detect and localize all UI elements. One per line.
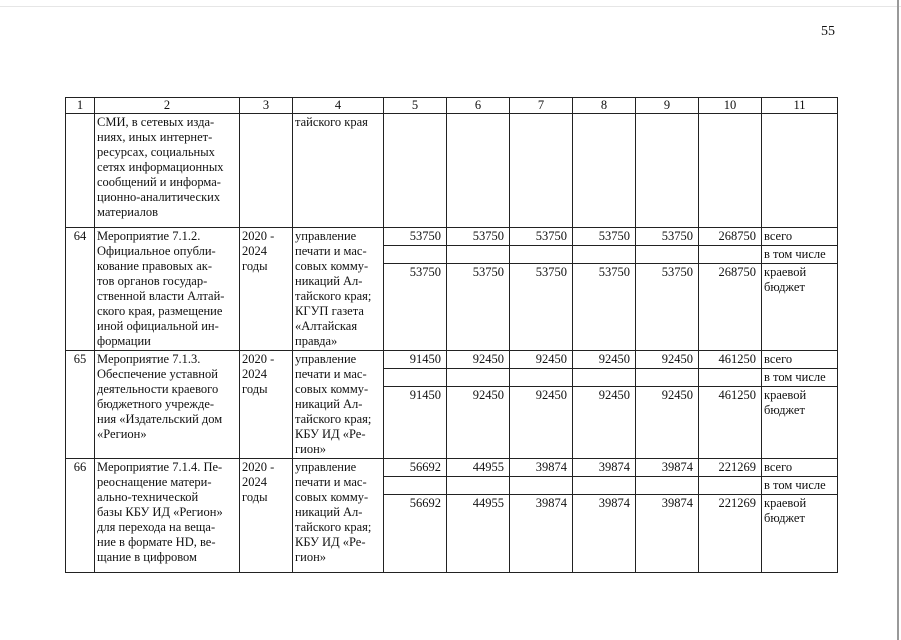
- value-cell: 268750: [699, 264, 762, 351]
- funding-label: всего: [762, 228, 838, 246]
- value-cell: 39874: [573, 459, 636, 477]
- budget-table: [65, 97, 838, 573]
- header-cell: 2: [95, 98, 240, 114]
- value-cell: 92450: [573, 387, 636, 459]
- header-cell: 5: [384, 98, 447, 114]
- value-cell: 39874: [510, 495, 573, 573]
- scan-edge-line: [897, 0, 899, 640]
- funding-label: всего: [762, 351, 838, 369]
- period-text: 2020 - 2024 годы: [240, 228, 293, 351]
- value-cell: 56692: [384, 459, 447, 477]
- value-cell: 53750: [636, 228, 699, 246]
- value-cell: 221269: [699, 495, 762, 573]
- executor-text: тайского края: [293, 114, 384, 228]
- value-cell: 53750: [447, 264, 510, 351]
- value-cell: 461250: [699, 351, 762, 369]
- executor-text: управление печати и мас- совых комму- никаций Ал- тайского края; КБУ ИД «Ре- гион»: [293, 459, 384, 573]
- header-cell: 8: [573, 98, 636, 114]
- executor-text: управление печати и мас- совых комму- никаций Ал- тайского края; КГУП газета «Алтайская правда»: [293, 228, 384, 351]
- measure-text: СМИ, в сетевых изда- ниях, иных интернет- ресурсах, социальных сетях информационных сообщений и информа- ционно-аналитических материалов: [95, 114, 240, 228]
- header-cell: 3: [240, 98, 293, 114]
- executor-text: управление печати и мас- совых комму- никаций Ал- тайского края; КБУ ИД «Ре- гион»: [293, 351, 384, 459]
- value-cell: 221269: [699, 459, 762, 477]
- header-cell: 9: [636, 98, 699, 114]
- funding-label: краевой бюджет: [762, 495, 838, 573]
- value-cell: 53750: [447, 228, 510, 246]
- funding-label: всего: [762, 459, 838, 477]
- value-cell: 91450: [384, 387, 447, 459]
- table-row: [66, 351, 838, 369]
- value-cell: 53750: [510, 228, 573, 246]
- scan-edge-line: [0, 6, 901, 7]
- value-cell: 92450: [447, 351, 510, 369]
- value-cell: 53750: [636, 264, 699, 351]
- header-cell: 6: [447, 98, 510, 114]
- measure-text: Мероприятие 7.1.4. Пе- реоснащение матери- ально-технической базы КБУ ИД «Регион» для перехода на веща- ние в формате HD, ве- щание в цифровом: [95, 459, 240, 573]
- value-cell: 92450: [636, 387, 699, 459]
- table-row: [66, 459, 838, 477]
- continuation-row: [66, 114, 838, 228]
- value-cell: 44955: [447, 459, 510, 477]
- value-cell: 53750: [573, 228, 636, 246]
- funding-label: в том числе: [762, 369, 838, 387]
- value-cell: 92450: [636, 351, 699, 369]
- header-cell: 10: [699, 98, 762, 114]
- funding-label: в том числе: [762, 246, 838, 264]
- value-cell: 39874: [510, 459, 573, 477]
- value-cell: 92450: [447, 387, 510, 459]
- table-header-row: [66, 98, 838, 114]
- measure-text: Мероприятие 7.1.3. Обеспечение уставной деятельности краевого бюджетного учрежде- ния «Издательский дом «Регион»: [95, 351, 240, 459]
- value-cell: 53750: [510, 264, 573, 351]
- value-cell: 53750: [573, 264, 636, 351]
- table-row: [66, 228, 838, 246]
- value-cell: 44955: [447, 495, 510, 573]
- period-text: 2020 - 2024 годы: [240, 351, 293, 459]
- value-cell: 461250: [699, 387, 762, 459]
- value-cell: 39874: [573, 495, 636, 573]
- funding-label: в том числе: [762, 477, 838, 495]
- funding-label: краевой бюджет: [762, 264, 838, 351]
- header-cell: 4: [293, 98, 384, 114]
- value-cell: 91450: [384, 351, 447, 369]
- value-cell: 268750: [699, 228, 762, 246]
- value-cell: 92450: [573, 351, 636, 369]
- header-cell: 7: [510, 98, 573, 114]
- measure-text: Мероприятие 7.1.2. Официальное опубли- кование правовых ак- тов органов государ- ственной власти Алтай- ского края, размещение иной официальной ин- формации: [95, 228, 240, 351]
- value-cell: 92450: [510, 351, 573, 369]
- value-cell: 39874: [636, 459, 699, 477]
- value-cell: 53750: [384, 228, 447, 246]
- header-cell: 1: [66, 98, 95, 114]
- row-number: 64: [66, 228, 95, 351]
- row-number: 66: [66, 459, 95, 573]
- period-text: 2020 - 2024 годы: [240, 459, 293, 573]
- funding-label: краевой бюджет: [762, 387, 838, 459]
- header-cell: 11: [762, 98, 838, 114]
- value-cell: 39874: [636, 495, 699, 573]
- value-cell: 92450: [510, 387, 573, 459]
- row-number: 65: [66, 351, 95, 459]
- value-cell: 56692: [384, 495, 447, 573]
- value-cell: 53750: [384, 264, 447, 351]
- page-number: 55: [821, 24, 835, 39]
